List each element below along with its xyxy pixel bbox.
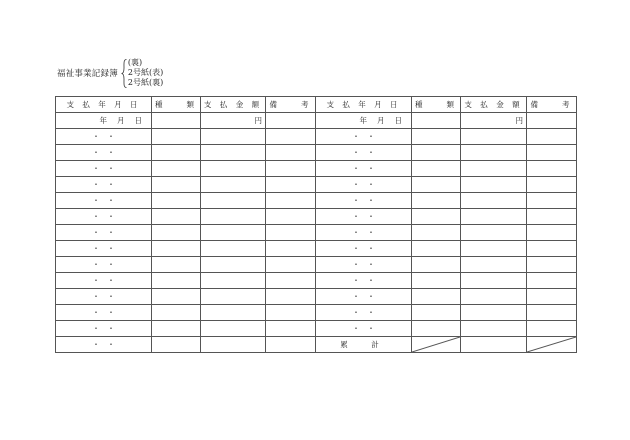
date-placeholder: ・ ・ [92,180,115,189]
date-cell-right[interactable] [316,321,412,337]
date-cell-right[interactable] [316,289,412,305]
date-cell-right[interactable] [316,129,412,145]
remarks-cell-left[interactable] [266,273,316,289]
date-placeholder: ・ ・ [352,148,375,157]
kind-cell-right[interactable] [412,161,461,177]
date-placeholder: ・ ・ [352,244,375,253]
date-placeholder: ・ ・ [352,212,375,221]
date-placeholder: ・ ・ [92,164,115,173]
kind-cell-left[interactable] [152,289,201,305]
date-placeholder: ・ ・ [352,228,375,237]
date-placeholder: ・ ・ [92,212,115,221]
table-row [56,113,577,129]
remarks-cell-right[interactable] [527,289,577,305]
kind-cell-left[interactable] [152,337,201,353]
date-placeholder: ・ ・ [92,228,115,237]
date-cell-left[interactable] [56,289,152,305]
date-cell-left[interactable] [56,257,152,273]
diagonal-strike-icon [412,337,460,352]
amount-cell-right[interactable] [461,145,527,161]
date-placeholder: ・ ・ [92,244,115,253]
yen-unit: 円 [254,116,262,125]
kind-cell-left[interactable] [152,113,201,129]
remarks-cell-right[interactable] [527,161,577,177]
date-placeholder: ・ ・ [92,276,115,285]
date-cell-left[interactable] [56,337,152,353]
date-cell-left[interactable] [56,225,152,241]
remarks-cell-left[interactable] [266,113,316,129]
amount-cell-right[interactable] [461,273,527,289]
kind-cell-right[interactable] [412,193,461,209]
date-placeholder: ・ ・ [352,196,375,205]
remarks-cell-right[interactable] [527,321,577,337]
amount-cell-right[interactable] [461,289,527,305]
amount-cell-left[interactable] [201,305,266,321]
form-variant-2-back: 2号紙(裏) [127,78,164,87]
kind-cell-left[interactable] [152,209,201,225]
date-placeholder: ・ ・ [352,324,375,333]
kind-cell-left[interactable] [152,177,201,193]
header-date-right: 支 払 年 月 日 [316,97,412,113]
date-cell-left[interactable] [56,193,152,209]
kind-cell-right[interactable] [412,321,461,337]
date-placeholder: ・ ・ [92,308,115,317]
remarks-cell-right[interactable] [527,225,577,241]
amount-cell-left[interactable] [201,289,266,305]
date-cell-left[interactable] [56,273,152,289]
date-cell-right[interactable] [316,193,412,209]
remarks-cell-right[interactable] [527,273,577,289]
remarks-cell-right-struck [527,337,577,353]
remarks-cell-right[interactable] [527,257,577,273]
remarks-cell-right[interactable] [527,193,577,209]
kind-cell-left[interactable] [152,305,201,321]
table-row [56,337,577,353]
unit-year: 年 [99,116,108,125]
kind-cell-right[interactable] [412,241,461,257]
date-cell-left[interactable] [56,145,152,161]
kind-cell-right[interactable] [412,145,461,161]
remarks-cell-left[interactable] [266,257,316,273]
remarks-cell-right[interactable] [527,177,577,193]
date-cell-right[interactable] [316,257,412,273]
unit-day: 日 [394,116,403,125]
date-placeholder: ・ ・ [352,308,375,317]
date-placeholder: ・ ・ [92,148,115,157]
header-remarks-right: 備 考 [527,97,577,113]
date-placeholder: ・ ・ [352,180,375,189]
form-title: 福祉事業記録簿 [57,69,118,79]
amount-cell-right[interactable] [461,257,527,273]
amount-cell-right[interactable] [461,225,527,241]
amount-cell-left[interactable] [201,145,266,161]
date-cell-right[interactable] [316,273,412,289]
date-cell-left[interactable] [56,209,152,225]
kind-cell-right[interactable] [412,257,461,273]
remarks-cell-left[interactable] [266,305,316,321]
amount-cell-right[interactable] [461,113,527,129]
table-row [56,177,577,193]
unit-month: 月 [117,116,126,125]
amount-cell-right[interactable] [461,177,527,193]
amount-cell-left[interactable] [201,257,266,273]
date-cell-left[interactable] [56,177,152,193]
date-cell-left[interactable] [56,241,152,257]
table-row [56,225,577,241]
amount-cell-left[interactable] [201,129,266,145]
remarks-cell-left[interactable] [266,161,316,177]
form-heading [57,58,163,88]
remarks-cell-right[interactable] [527,305,577,321]
amount-cell-right[interactable] [461,321,527,337]
remarks-cell-left[interactable] [266,337,316,353]
amount-cell-left[interactable] [201,225,266,241]
kind-cell-right-struck [412,337,461,353]
date-placeholder: ・ ・ [352,164,375,173]
date-units [316,115,411,126]
form-variant-2-front: 2号紙(表) [127,68,164,77]
table-header-row [56,97,577,113]
amount-cell-left[interactable] [201,209,266,225]
remarks-cell-left[interactable] [266,129,316,145]
kind-cell-right[interactable] [412,129,461,145]
kind-cell-right[interactable] [412,305,461,321]
cumulative-amount-cell[interactable] [461,337,527,353]
remarks-cell-right[interactable] [527,145,577,161]
kind-cell-right[interactable] [412,177,461,193]
remarks-cell-left[interactable] [266,177,316,193]
header-kind-left: 種 類 [152,97,201,113]
date-cell-left[interactable] [56,305,152,321]
kind-cell-right[interactable] [412,289,461,305]
ledger-body [56,113,577,353]
amount-cell-right[interactable] [461,305,527,321]
table-row [56,161,577,177]
kind-cell-right[interactable] [412,225,461,241]
unit-day: 日 [134,116,143,125]
remarks-cell-left[interactable] [266,289,316,305]
date-placeholder: ・ ・ [92,340,115,349]
remarks-cell-left[interactable] [266,145,316,161]
yen-unit: 円 [515,116,523,125]
kind-cell-left[interactable] [152,241,201,257]
date-placeholder: ・ ・ [352,276,375,285]
amount-cell-right[interactable] [461,193,527,209]
header-date-left: 支 払 年 月 日 [56,97,152,113]
kind-cell-right[interactable] [412,113,461,129]
amount-cell-right[interactable] [461,161,527,177]
left-brace-icon [121,59,127,88]
date-cell-left-first[interactable] [56,113,152,129]
amount-cell-left[interactable] [201,337,266,353]
remarks-cell-right[interactable] [527,113,577,129]
form-variant-back: (裏) [127,58,143,67]
date-cell-right[interactable] [316,241,412,257]
date-placeholder: ・ ・ [92,196,115,205]
header-amount-right: 支 払 金 額 [461,97,527,113]
form-variant-list [128,58,163,88]
table-row [56,241,577,257]
kind-cell-left[interactable] [152,321,201,337]
remarks-cell-left[interactable] [266,241,316,257]
amount-cell-left[interactable] [201,193,266,209]
amount-cell-right[interactable] [461,129,527,145]
remarks-cell-left[interactable] [266,321,316,337]
date-placeholder: ・ ・ [92,324,115,333]
kind-cell-right[interactable] [412,273,461,289]
amount-cell-left[interactable] [201,177,266,193]
kind-cell-left[interactable] [152,129,201,145]
header-remarks-left: 備 考 [266,97,316,113]
remarks-cell-right[interactable] [527,129,577,145]
table-row [56,273,577,289]
kind-cell-left[interactable] [152,257,201,273]
amount-cell-left[interactable] [201,161,266,177]
date-placeholder: ・ ・ [92,260,115,269]
date-cell-right[interactable] [316,209,412,225]
date-cell-right[interactable] [316,225,412,241]
remarks-cell-right[interactable] [527,209,577,225]
table-row [56,129,577,145]
date-cell-right[interactable] [316,305,412,321]
kind-cell-left[interactable] [152,273,201,289]
amount-cell-left[interactable] [201,273,266,289]
amount-cell-right[interactable] [461,209,527,225]
table-row [56,145,577,161]
remarks-cell-left[interactable] [266,209,316,225]
kind-cell-left[interactable] [152,225,201,241]
date-cell-left[interactable] [56,321,152,337]
table-row [56,209,577,225]
amount-cell-right[interactable] [461,241,527,257]
table-row [56,321,577,337]
amount-cell-left[interactable] [201,321,266,337]
date-placeholder: ・ ・ [352,132,375,141]
table-row [56,289,577,305]
header-amount-left: 支 払 金 額 [201,97,266,113]
unit-year: 年 [359,116,368,125]
remarks-cell-left[interactable] [266,225,316,241]
date-placeholder: ・ ・ [352,292,375,301]
diagonal-strike-icon [527,337,576,352]
remarks-cell-right[interactable] [527,241,577,257]
kind-cell-left[interactable] [152,161,201,177]
date-placeholder: ・ ・ [352,260,375,269]
date-cell-right-first[interactable] [316,113,412,129]
remarks-cell-left[interactable] [266,193,316,209]
date-cell-right[interactable] [316,145,412,161]
kind-cell-left[interactable] [152,145,201,161]
date-cell-right[interactable] [316,177,412,193]
kind-cell-left[interactable] [152,193,201,209]
date-units [56,115,151,126]
cumulative-label: 累 計 [316,337,412,353]
unit-month: 月 [377,116,386,125]
header-kind-right: 種 類 [412,97,461,113]
amount-cell-left[interactable] [201,241,266,257]
date-cell-left[interactable] [56,129,152,145]
table-row [56,193,577,209]
date-placeholder: ・ ・ [92,292,115,301]
kind-cell-right[interactable] [412,209,461,225]
amount-cell-left[interactable] [201,113,266,129]
date-placeholder: ・ ・ [92,132,115,141]
date-cell-left[interactable] [56,161,152,177]
payment-ledger-table [55,96,577,353]
table-row [56,305,577,321]
date-cell-right[interactable] [316,161,412,177]
table-row [56,257,577,273]
